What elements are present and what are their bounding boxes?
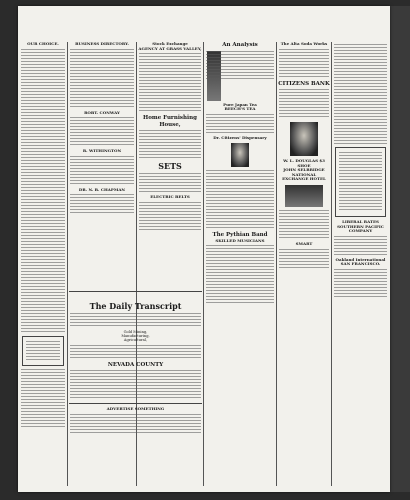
table-block — [22, 336, 64, 366]
table-block — [335, 147, 386, 217]
column-rule — [67, 42, 68, 486]
ad-heading: Home Furnishing House, — [143, 115, 197, 128]
ad-line: Agricultural, — [123, 338, 148, 343]
body-text — [70, 117, 134, 147]
body-text — [279, 210, 329, 240]
body-text — [70, 49, 134, 109]
portrait-image — [290, 122, 318, 156]
ad-footer: ADVERTISE SOMETHING — [106, 406, 165, 412]
body-text — [334, 236, 387, 256]
column-heading: Stock Exchange — [152, 42, 188, 46]
column-4 — [205, 42, 275, 486]
column-heading: CITIZENS BANK — [278, 80, 330, 87]
ad-title: The Daily Transcript — [89, 301, 182, 311]
ad-heading: Oakland International — [335, 256, 386, 262]
body-text — [334, 269, 387, 299]
body-text — [70, 156, 134, 186]
ad-heading: LIBERAL RATES — [342, 219, 379, 224]
ad-heading: SETS — [158, 161, 182, 172]
body-text — [206, 51, 274, 81]
ad-subtitle: SKILLED MUSICIANS — [215, 237, 265, 243]
body-text — [21, 49, 65, 149]
ad-heading: NATIONAL EXCHANGE HOTEL — [282, 171, 326, 182]
body-text — [206, 114, 274, 134]
column-rule — [331, 42, 332, 486]
body-text — [206, 245, 274, 305]
ad-line: Gold Mining, — [123, 330, 148, 334]
column-heading: OUR CHOICE. — [27, 42, 59, 46]
body-text — [279, 49, 329, 79]
body-text — [279, 89, 329, 119]
body-text — [139, 53, 201, 113]
ad-heading: Dr. Citizens' Dispensary — [213, 134, 267, 140]
ad-heading: JOHN SELBRIDGE — [283, 167, 325, 173]
ad-title: The Pythian Band — [212, 232, 268, 239]
column-5 — [278, 42, 330, 486]
directory-entry: ROBT. CONWAY — [84, 109, 120, 115]
directory-entry: DR. N. B. CHAPMAN — [78, 186, 126, 192]
directory-entry: R. WITHINGTON — [82, 148, 122, 154]
column-heading: BUSINESS DIRECTORY. — [75, 42, 129, 46]
column-rule — [203, 42, 204, 486]
ad-heading: SOUTHERN PACIFIC COMPANY — [337, 223, 384, 234]
body-text — [334, 44, 387, 144]
scanner-edge — [390, 6, 410, 492]
body-text — [139, 202, 201, 232]
ad-heading: SMART — [295, 241, 313, 247]
body-text — [139, 173, 201, 193]
ad-heading: NEVADA COUNTY — [107, 361, 164, 368]
body-text — [139, 130, 201, 160]
body-text — [21, 369, 65, 429]
column-heading: The Alta Soda Works — [280, 42, 328, 46]
ad-heading: W. L. DOUGLAS $3 SHOE — [283, 158, 325, 168]
column-3 — [138, 42, 202, 282]
ad-title: An Analysis — [222, 42, 258, 48]
ad-heading: ELECTRIC BELTS — [150, 194, 190, 200]
ad-line: Manufacturing, — [121, 334, 150, 339]
body-text — [70, 345, 201, 360]
newspaper-page — [18, 6, 390, 492]
body-text — [279, 249, 329, 269]
body-text — [70, 370, 201, 400]
ad-heading: SAN FRANCISCO. — [340, 261, 381, 267]
body-text — [21, 253, 65, 333]
body-text — [21, 151, 65, 251]
portrait-image — [231, 143, 249, 167]
ad-subtitle: Pure Japan Tea — [223, 101, 257, 107]
body-text — [206, 170, 274, 230]
column-6 — [333, 42, 388, 486]
building-illustration — [285, 185, 323, 207]
body-text — [70, 313, 201, 328]
masthead-strip — [18, 6, 390, 42]
column-1 — [20, 42, 66, 486]
transcript-ad — [69, 288, 202, 488]
body-text — [70, 194, 134, 214]
body-text — [70, 414, 201, 434]
agency-heading: AGENCY AT GRASS VALLEY, — [138, 45, 202, 51]
ad-heading: BEECH'S TEA — [224, 106, 256, 112]
column-rule — [276, 42, 277, 486]
